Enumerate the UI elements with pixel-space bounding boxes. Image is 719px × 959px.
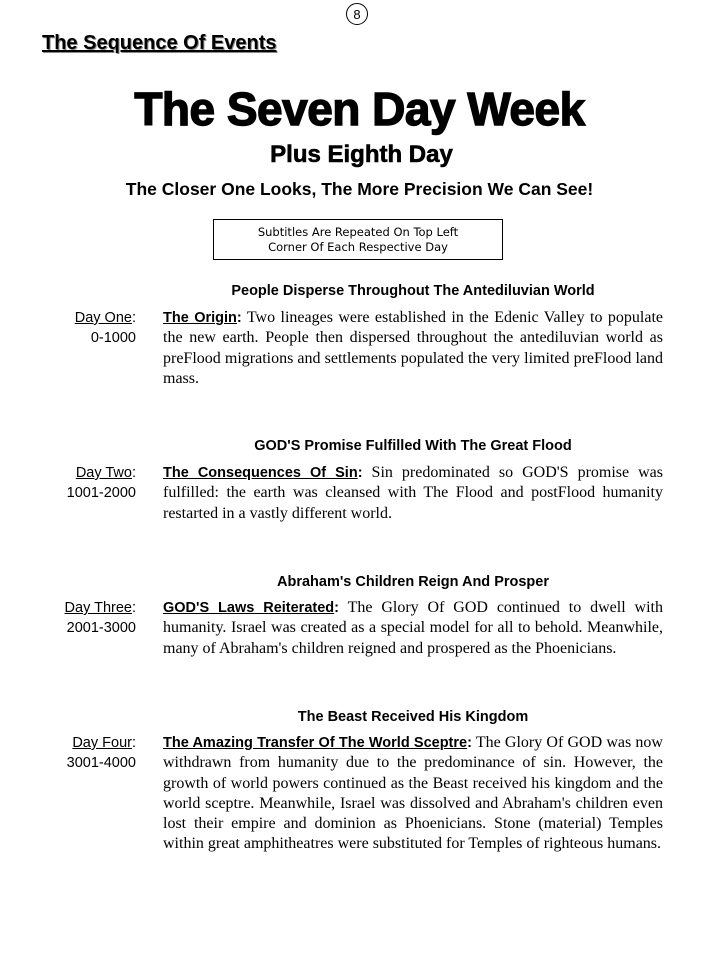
day-one-lead: The Origin xyxy=(163,310,237,326)
notice-line-1: Subtitles Are Repeated On Top Left xyxy=(257,225,459,239)
main-title: The Seven Day Week xyxy=(134,83,585,135)
day-three-body: The Glory Of GOD continued to dwell with humanity. Israel was created as a special model for all to behold. Meanwhile, many of Abraham's children reigned and prospered as the Phoenicians. xyxy=(163,599,663,657)
day-one-heading: People Disperse Throughout The Antediluvian World xyxy=(231,283,595,299)
day-two-lead: The Consequences Of Sin xyxy=(163,465,358,481)
day-two-name: Day Two xyxy=(75,465,132,481)
subtitle-notice-box xyxy=(213,219,503,260)
day-three-label: Day Three: 2001-3000 xyxy=(30,598,136,638)
day-one-text: The Origin: Two lineages were established in the Edenic Valley to populate the new earth. People then dispersed throughout the antediluvian world as preFlood migrations and settlements populated the very limited preFlood land mass. xyxy=(163,309,664,387)
day-three-text: GOD'S Laws Reiterated: The Glory Of GOD continued to dwell with humanity. Israel was created as a special model for all to behold. Meanwhile, many of Abraham's children reigned and prospered as the Phoenicians. xyxy=(163,599,663,657)
day-four-text: The Amazing Transfer Of The World Sceptre: The Glory Of GOD was now withdrawn from humanity due to the predominance of sin. However, the growth of world powers continued as the Beast received his kingdom and the world sceptre. Meanwhile, Israel was dissolved and Abraham's children even lost their empire and dominion as Phoenicians. Stone (material) Temples within great amphitheatres were substituted for Temples of righteous humans. xyxy=(163,734,663,853)
day-four-name: Day Four xyxy=(72,735,132,751)
day-four-label: Day Four: 3001-4000 xyxy=(30,733,136,773)
page-number: 8 xyxy=(346,3,368,25)
tagline: The Closer One Looks, The More Precision We Can See! xyxy=(125,179,594,199)
day-three-range: 2001-3000 xyxy=(66,620,136,636)
day-four-heading: The Beast Received His Kingdom xyxy=(297,709,529,725)
day-two-range: 1001-2000 xyxy=(66,485,136,501)
day-four-lead: The Amazing Transfer Of The World Sceptre xyxy=(163,735,468,751)
day-one-range: 0-1000 xyxy=(90,330,136,346)
section-title: The Sequence Of Events xyxy=(42,32,277,54)
day-two-body: Sin predominated so GOD'S promise was fulfilled: the earth was cleansed with The Flood and postFlood humanity restarted in a vastly different world. xyxy=(163,464,664,522)
day-two-text: The Consequences Of Sin: Sin predominated so GOD'S promise was fulfilled: the earth was cleansed with The Flood and postFlood humanity restarted in a vastly different world. xyxy=(163,464,664,522)
day-one-label: Day One: 0-1000 xyxy=(30,308,136,348)
day-two-label: Day Two: 1001-2000 xyxy=(30,463,136,503)
day-four-body: The Glory Of GOD was now withdrawn from humanity due to the predominance of sin. However, the growth of world powers continued as the Beast received his kingdom and the world sceptre. Meanwhile, Israel was dissolved and Abraham's children even lost their empire and dominion as Phoenicians. Stone (material) Temples within great amphitheatres were substituted for Temples of righteous humans. xyxy=(163,734,663,853)
sub-title: Plus Eighth Day xyxy=(270,141,453,168)
day-three-name: Day Three xyxy=(64,600,132,616)
day-two-heading: GOD'S Promise Fulfilled With The Great Flood xyxy=(254,438,572,454)
day-three-lead: GOD'S Laws Reiterated xyxy=(163,600,335,616)
day-one-name: Day One xyxy=(74,310,132,326)
day-three-heading: Abraham's Children Reign And Prosper xyxy=(276,574,549,590)
day-one-body: Two lineages were established in the Edenic Valley to populate the new earth. People then dispersed throughout the antediluvian world as preFlood migrations and settlements populated the very limited preFlood land mass. xyxy=(163,309,664,387)
day-four-range: 3001-4000 xyxy=(66,755,136,771)
notice-line-2: Corner Of Each Respective Day xyxy=(268,240,448,254)
